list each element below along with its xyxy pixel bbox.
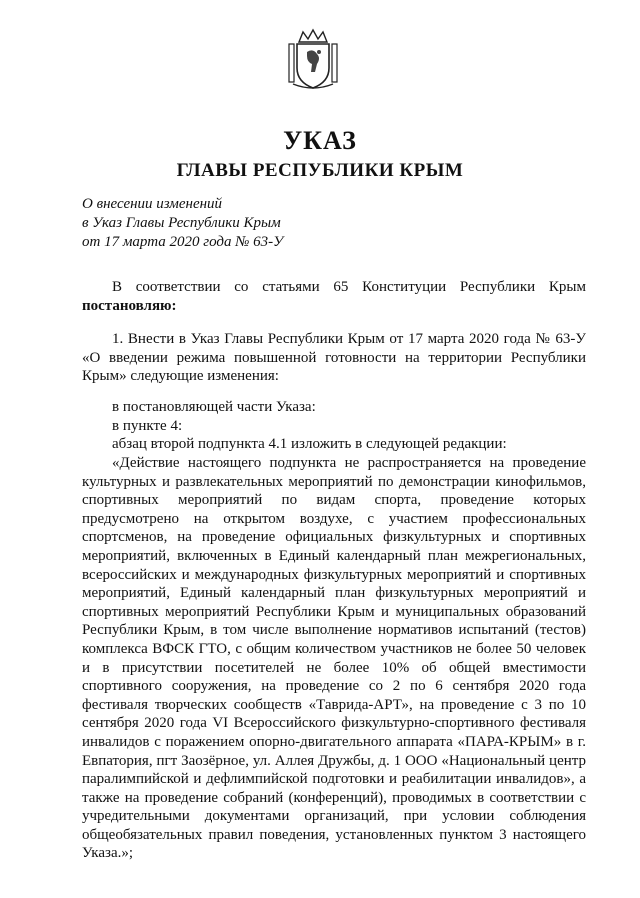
document-issuer-title: ГЛАВЫ РЕСПУБЛИКИ КРЫМ [176, 160, 464, 181]
subject-line: от 17 марта 2020 года № 63-У [82, 234, 284, 250]
subject-line: О внесении изменений [82, 196, 223, 212]
change-line: в пункте 4: [112, 418, 183, 434]
preamble-text: В соответствии со статьями 65 Конституции Республики Крым [112, 279, 586, 295]
coat-of-arms-icon [285, 28, 341, 94]
preamble-paragraph [82, 278, 586, 315]
preamble-decree-word: постановляю: [82, 297, 177, 314]
subject-line: в Указ Главы Республики Крым [82, 215, 281, 231]
document-type-title: УКАЗ [283, 126, 357, 155]
item-1-paragraph: 1. Внести в Указ Главы Республики Крым от 17 марта 2020 года № 63-У «О введении режима повышенной готовности на территории Республики Крым» следующие изменения: [82, 331, 586, 385]
amended-paragraph: «Действие настоящего подпункта не распространяется на проведение культурных и развлекательных мероприятий по демонстрации кинофильмов, спортивных мероприятий по видам спорта, проведение которых предусмотрено на открытом воздухе, с участием профессиональных спортсменов, на проведение официальных физкультурных и спортивных мероприятий, включенных в Единый календарный план межрегиональных, всероссийских и международных физкультурных мероприятий и спортивных мероприятий, Единый календарный план физкультурных мероприятий и спортивных мероприятий Республики Крым и муниципальных образований Республики Крым, в том числе выполнение нормативов испытаний (тестов) комплекса ВФСК ГТО, с общим количеством участников не более 50 человек и в присутствии посетителей не более 10% об общей вместимости спортивного сооружения, на проведение со 2 по 6 сентября 2020 года фестиваля творческих сообществ «Таврида-АРТ», на проведение с 3 по 10 сентября 2020 года VI Всероссийского физкультурно-спортивного фестиваля инвалидов с поражением опорно-двигательного аппарата «ПАРА-КРЫМ» в г. Евпатория, пгт Заозёрное, ул. Аллея Дружбы, д. 1 ООО «Национальный центр паралимпийской и дефлимпийской подготовки и реабилитации инвалидов», а также на проведение собраний (конференций), проводимых в соответствии с учредительными документами организаций, при условии соблюдения общеобязательных правил поведения, установленных пунктом 3 настоящего Указа.»; [82, 455, 586, 862]
change-line: абзац второй подпункта 4.1 изложить в следующей редакции: [112, 436, 507, 452]
document-subject [82, 195, 283, 252]
change-line: в постановляющей части Указа: [112, 399, 316, 415]
